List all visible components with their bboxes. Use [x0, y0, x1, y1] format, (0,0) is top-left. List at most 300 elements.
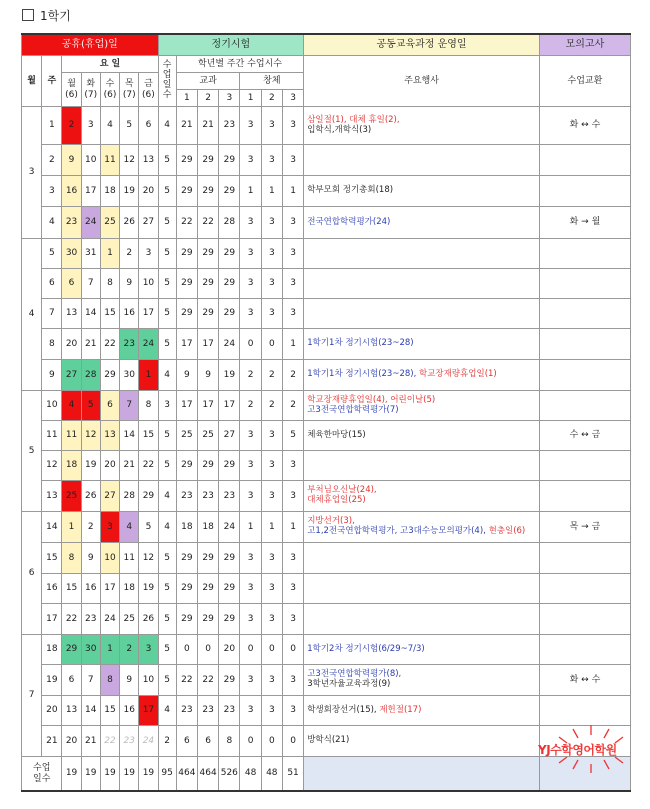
- curriculum-header: 공동교육과정 운영일: [304, 34, 540, 56]
- subject-hours-cell: 29: [197, 176, 218, 207]
- total-subject-3: 526: [219, 757, 240, 792]
- creative-hours-cell: 3: [282, 574, 303, 604]
- swap-cell: 화 ↔ 수: [539, 665, 630, 696]
- event-text: 1학기1차 정기시험(23~28): [307, 338, 414, 349]
- date-cell: 16: [81, 574, 100, 604]
- date-cell: 20: [100, 451, 119, 481]
- date-cell: 7: [81, 269, 100, 299]
- creative-hours-cell: 3: [240, 269, 261, 299]
- creative-hours-cell: 0: [240, 329, 261, 360]
- events-cell: [304, 665, 540, 696]
- creative-header: 창체: [240, 73, 304, 90]
- date-cell: 17: [100, 574, 119, 604]
- week-cell: 17: [42, 604, 62, 635]
- creative-hours-cell: 0: [282, 635, 303, 665]
- grade-2-header: 2: [197, 90, 218, 107]
- event-text: 입학식,개학식(3): [307, 124, 372, 135]
- date-cell: 14: [81, 299, 100, 329]
- subject-hours-cell: 17: [197, 329, 218, 360]
- date-cell: 19: [81, 451, 100, 481]
- total-wed: 19: [100, 757, 119, 792]
- events-cell: [304, 269, 540, 299]
- date-cell: 6: [100, 391, 119, 421]
- creative-hours-cell: 3: [282, 481, 303, 512]
- date-cell: 31: [81, 239, 100, 269]
- swap-cell: [539, 451, 630, 481]
- creative-hours-cell: 1: [261, 176, 282, 207]
- table-row: [22, 696, 631, 726]
- creative-hours-cell: 3: [240, 207, 261, 239]
- swap-cell: [539, 299, 630, 329]
- total-tue: 19: [81, 757, 100, 792]
- date-cell: 7: [120, 391, 139, 421]
- creative-hours-cell: 3: [261, 145, 282, 176]
- month-cell: 6: [22, 512, 42, 635]
- subject-hours-cell: 29: [197, 574, 218, 604]
- date-cell: 13: [62, 299, 81, 329]
- date-cell: 28: [81, 360, 100, 391]
- holiday-header: 공휴(휴업)일: [22, 34, 159, 56]
- subject-hours-cell: 29: [219, 604, 240, 635]
- date-cell: 14: [120, 421, 139, 451]
- week-cell: 2: [42, 145, 62, 176]
- total-creative-1: 48: [240, 757, 261, 792]
- events-cell: [304, 696, 540, 726]
- subject-hours-cell: 29: [219, 145, 240, 176]
- class-days-cell: 4: [158, 481, 176, 512]
- date-cell: 5: [120, 107, 139, 145]
- subject-hours-cell: 29: [176, 145, 197, 176]
- table-row: [22, 145, 631, 176]
- date-cell: 11: [120, 543, 139, 574]
- event-text: 학교장재량휴업일(4), 어린이날(5): [307, 394, 436, 405]
- table-row: [22, 574, 631, 604]
- subject-hours-cell: 29: [176, 299, 197, 329]
- event-text: 체육한마당(15): [307, 429, 366, 440]
- creative-hours-cell: 0: [261, 726, 282, 757]
- subject-hours-cell: 29: [176, 269, 197, 299]
- subject-hours-cell: 29: [197, 145, 218, 176]
- class-days-cell: 5: [158, 329, 176, 360]
- date-cell: 3: [139, 239, 158, 269]
- event-text: 고1,2전국연합학력평가, 고3대수능모의평가(4),: [307, 526, 489, 536]
- date-cell: 16: [120, 696, 139, 726]
- date-cell: 8: [100, 665, 119, 696]
- events-cell: [304, 512, 540, 543]
- creative-hours-cell: 3: [282, 543, 303, 574]
- date-cell: 24: [81, 207, 100, 239]
- creative-hours-cell: 2: [240, 391, 261, 421]
- grade-1-header: 1: [240, 90, 261, 107]
- class-days-cell: 5: [158, 604, 176, 635]
- swap-cell: [539, 543, 630, 574]
- event-text: 방학식(21): [307, 735, 350, 746]
- table-row: [22, 421, 631, 451]
- subject-hours-cell: 6: [176, 726, 197, 757]
- class-days-cell: 5: [158, 543, 176, 574]
- class-days-cell: 4: [158, 696, 176, 726]
- creative-hours-cell: 3: [240, 451, 261, 481]
- date-cell: 1: [100, 239, 119, 269]
- date-cell: 12: [120, 145, 139, 176]
- creative-hours-cell: 5: [282, 421, 303, 451]
- subject-hours-cell: 29: [197, 269, 218, 299]
- date-cell: 22: [139, 451, 158, 481]
- subject-hours-cell: 23: [176, 481, 197, 512]
- subject-hours-cell: 18: [176, 512, 197, 543]
- subject-hours-cell: 0: [197, 635, 218, 665]
- date-cell: 27: [100, 481, 119, 512]
- date-cell: 15: [100, 696, 119, 726]
- tue-header: 화 (7): [81, 73, 100, 107]
- creative-hours-cell: 3: [261, 207, 282, 239]
- grade-1-header: 1: [176, 90, 197, 107]
- creative-hours-cell: 0: [261, 635, 282, 665]
- subject-header: 교과: [176, 73, 240, 90]
- date-cell: 8: [100, 269, 119, 299]
- table-row: [22, 329, 631, 360]
- date-cell: 10: [139, 665, 158, 696]
- event-text: 1학기2차 정기시험(6/29~7/3): [307, 643, 425, 654]
- date-cell: 21: [81, 726, 100, 757]
- creative-hours-cell: 3: [261, 421, 282, 451]
- week-cell: 10: [42, 391, 62, 421]
- creative-hours-cell: 3: [240, 299, 261, 329]
- swap-header: 수업교환: [539, 56, 630, 107]
- subject-hours-cell: 25: [197, 421, 218, 451]
- creative-hours-cell: 3: [261, 604, 282, 635]
- subject-hours-cell: 19: [219, 360, 240, 391]
- thu-header: 목 (7): [120, 73, 139, 107]
- creative-hours-cell: 2: [261, 360, 282, 391]
- date-cell: 1: [139, 360, 158, 391]
- creative-hours-cell: 3: [240, 543, 261, 574]
- date-cell: 19: [120, 176, 139, 207]
- creative-hours-cell: 0: [240, 726, 261, 757]
- events-cell: [304, 391, 540, 421]
- date-cell: 29: [62, 635, 81, 665]
- date-cell: 10: [100, 543, 119, 574]
- date-cell: 23: [120, 329, 139, 360]
- subject-hours-cell: 29: [176, 451, 197, 481]
- date-cell: 6: [62, 665, 81, 696]
- creative-hours-cell: 3: [240, 574, 261, 604]
- fri-header: 금 (6): [139, 73, 158, 107]
- swap-cell: [539, 481, 630, 512]
- date-cell: 26: [120, 207, 139, 239]
- table-row: [22, 299, 631, 329]
- subject-hours-cell: 23: [219, 696, 240, 726]
- subject-hours-cell: 29: [219, 665, 240, 696]
- date-cell: 18: [120, 574, 139, 604]
- week-cell: 13: [42, 481, 62, 512]
- date-cell: 25: [120, 604, 139, 635]
- creative-hours-cell: 3: [261, 481, 282, 512]
- subject-hours-cell: 29: [197, 604, 218, 635]
- subject-hours-cell: 20: [219, 635, 240, 665]
- date-cell: 14: [81, 696, 100, 726]
- class-days-cell: 5: [158, 574, 176, 604]
- event-text: 학교장재량휴업일(1): [419, 369, 497, 380]
- event-text: 1학기1차 정기시험(23~28),: [307, 369, 419, 380]
- creative-hours-cell: 3: [261, 299, 282, 329]
- class-days-cell: 5: [158, 176, 176, 207]
- swap-cell: 목 → 금: [539, 512, 630, 543]
- date-cell: 20: [139, 176, 158, 207]
- date-cell: 16: [62, 176, 81, 207]
- date-cell: 6: [139, 107, 158, 145]
- event-text: 고3전국연합학력평가(8),: [307, 669, 402, 680]
- creative-hours-cell: 3: [240, 145, 261, 176]
- creative-hours-cell: 3: [240, 604, 261, 635]
- creative-hours-cell: 3: [282, 451, 303, 481]
- subject-hours-cell: 29: [197, 451, 218, 481]
- month-cell: 5: [22, 391, 42, 512]
- subject-hours-cell: 23: [219, 107, 240, 145]
- creative-hours-cell: 3: [261, 696, 282, 726]
- table-row: [22, 207, 631, 239]
- date-cell: 15: [100, 299, 119, 329]
- date-cell: 9: [62, 145, 81, 176]
- events-cell: [304, 239, 540, 269]
- table-row: [22, 543, 631, 574]
- events-cell: [304, 421, 540, 451]
- events-cell: [304, 176, 540, 207]
- week-cell: 1: [42, 107, 62, 145]
- day-header: 요 일: [62, 56, 158, 73]
- class-days-cell: 5: [158, 635, 176, 665]
- mock-exam-header: 모의고사: [539, 34, 630, 56]
- subject-hours-cell: 23: [197, 481, 218, 512]
- creative-hours-cell: 3: [282, 145, 303, 176]
- week-cell: 15: [42, 543, 62, 574]
- subject-hours-cell: 22: [197, 665, 218, 696]
- creative-hours-cell: 3: [240, 107, 261, 145]
- subject-hours-cell: 29: [197, 543, 218, 574]
- creative-hours-cell: 0: [261, 329, 282, 360]
- grade-2-header: 2: [261, 90, 282, 107]
- week-cell: 5: [42, 239, 62, 269]
- total-days: 95: [158, 757, 176, 792]
- date-cell: 28: [120, 481, 139, 512]
- date-cell: 9: [81, 543, 100, 574]
- date-cell: 21: [120, 451, 139, 481]
- week-cell: 12: [42, 451, 62, 481]
- subject-hours-cell: 24: [219, 329, 240, 360]
- date-cell: 25: [100, 207, 119, 239]
- events-cell: [304, 207, 540, 239]
- date-cell: 4: [100, 107, 119, 145]
- subject-hours-cell: 21: [176, 107, 197, 145]
- event-text: 부처님오신날(24),: [307, 485, 377, 496]
- events-cell: [304, 481, 540, 512]
- event-text: 학부모회 정기총회(18): [307, 185, 394, 196]
- date-cell: 30: [120, 360, 139, 391]
- date-cell: 2: [120, 635, 139, 665]
- date-cell: 2: [120, 239, 139, 269]
- schedule-table: [21, 33, 631, 792]
- date-cell: 25: [62, 481, 81, 512]
- creative-hours-cell: 3: [240, 421, 261, 451]
- events-cell: [304, 451, 540, 481]
- subject-hours-cell: 17: [197, 391, 218, 421]
- table-row: [22, 604, 631, 635]
- date-cell: 10: [81, 145, 100, 176]
- table-row: [22, 391, 631, 421]
- events-cell: [304, 604, 540, 635]
- creative-hours-cell: 3: [282, 299, 303, 329]
- date-cell: 4: [120, 512, 139, 543]
- main-events-header: 주요행사: [304, 56, 540, 107]
- swap-cell: [539, 239, 630, 269]
- creative-hours-cell: 3: [282, 207, 303, 239]
- date-cell: 18: [62, 451, 81, 481]
- date-cell: 26: [139, 604, 158, 635]
- creative-hours-cell: 0: [282, 726, 303, 757]
- month-cell: 3: [22, 107, 42, 239]
- creative-hours-cell: 3: [261, 239, 282, 269]
- class-days-cell: 5: [158, 239, 176, 269]
- subject-hours-cell: 8: [219, 726, 240, 757]
- subject-hours-cell: 17: [176, 329, 197, 360]
- creative-hours-cell: 2: [282, 360, 303, 391]
- date-cell: 7: [81, 665, 100, 696]
- date-cell: 3: [81, 107, 100, 145]
- date-cell: 20: [62, 726, 81, 757]
- week-cell: 9: [42, 360, 62, 391]
- checkbox-icon[interactable]: [22, 9, 34, 21]
- date-cell: 20: [62, 329, 81, 360]
- creative-hours-cell: 1: [240, 176, 261, 207]
- creative-hours-cell: 3: [261, 543, 282, 574]
- date-cell: 12: [81, 421, 100, 451]
- event-text: 3학년자율교육과정(9): [307, 679, 391, 689]
- class-days-cell: 5: [158, 207, 176, 239]
- subject-hours-cell: 23: [197, 696, 218, 726]
- creative-hours-cell: 1: [240, 512, 261, 543]
- date-cell: 2: [81, 512, 100, 543]
- creative-hours-cell: 3: [240, 665, 261, 696]
- event-text: 대체휴업일(25): [307, 495, 366, 505]
- date-cell: 15: [62, 574, 81, 604]
- class-days-cell: 5: [158, 421, 176, 451]
- class-days-header: 수업일수: [158, 56, 176, 107]
- date-cell: 22: [100, 726, 119, 757]
- table-row: [22, 176, 631, 207]
- table-row: [22, 635, 631, 665]
- month-cell: 4: [22, 239, 42, 391]
- swap-cell: [539, 696, 630, 726]
- date-cell: 13: [139, 145, 158, 176]
- creative-hours-cell: 1: [282, 176, 303, 207]
- total-creative-3: 51: [282, 757, 303, 792]
- date-cell: 3: [139, 635, 158, 665]
- class-days-cell: 4: [158, 512, 176, 543]
- date-cell: 10: [139, 269, 158, 299]
- class-days-cell: 4: [158, 107, 176, 145]
- creative-hours-cell: 3: [240, 239, 261, 269]
- week-cell: 4: [42, 207, 62, 239]
- subject-hours-cell: 23: [176, 696, 197, 726]
- subject-hours-cell: 22: [176, 207, 197, 239]
- week-cell: 19: [42, 665, 62, 696]
- subject-hours-cell: 17: [176, 391, 197, 421]
- date-cell: 29: [139, 481, 158, 512]
- date-cell: 9: [120, 269, 139, 299]
- date-cell: 2: [62, 107, 81, 145]
- creative-hours-cell: 3: [282, 696, 303, 726]
- subject-hours-cell: 29: [219, 543, 240, 574]
- subject-hours-cell: 6: [197, 726, 218, 757]
- date-cell: 19: [139, 574, 158, 604]
- event-text: 고3전국연합학력평가(7): [307, 404, 399, 415]
- event-text: 지방선거(3),: [307, 516, 355, 527]
- event-text: 현충일(6): [488, 526, 526, 536]
- table-row: [22, 512, 631, 543]
- subject-hours-cell: 29: [219, 574, 240, 604]
- date-cell: 22: [100, 329, 119, 360]
- subject-hours-cell: 9: [176, 360, 197, 391]
- total-fri: 19: [139, 757, 158, 792]
- class-days-cell: 5: [158, 299, 176, 329]
- weekly-hours-header: 학년별 주간 수업시수: [176, 56, 303, 73]
- creative-hours-cell: 3: [261, 269, 282, 299]
- date-cell: 23: [62, 207, 81, 239]
- creative-hours-cell: 0: [240, 635, 261, 665]
- table-row: [22, 269, 631, 299]
- date-cell: 4: [62, 391, 81, 421]
- wed-header: 수 (6): [100, 73, 119, 107]
- date-cell: 30: [81, 635, 100, 665]
- class-days-cell: 5: [158, 665, 176, 696]
- subject-hours-cell: 29: [219, 451, 240, 481]
- week-cell: 18: [42, 635, 62, 665]
- date-cell: 24: [139, 329, 158, 360]
- swap-cell: [539, 635, 630, 665]
- subject-hours-cell: 28: [219, 207, 240, 239]
- subject-hours-cell: 29: [197, 239, 218, 269]
- subject-hours-cell: 29: [176, 604, 197, 635]
- subject-hours-cell: 18: [197, 512, 218, 543]
- date-cell: 22: [62, 604, 81, 635]
- week-cell: 16: [42, 574, 62, 604]
- date-cell: 3: [100, 512, 119, 543]
- creative-hours-cell: 3: [282, 665, 303, 696]
- total-creative-2: 48: [261, 757, 282, 792]
- week-cell: 20: [42, 696, 62, 726]
- creative-hours-cell: 1: [282, 512, 303, 543]
- creative-hours-cell: 3: [282, 107, 303, 145]
- events-cell: [304, 145, 540, 176]
- class-days-cell: 3: [158, 391, 176, 421]
- total-subject-2: 464: [197, 757, 218, 792]
- events-cell: [304, 329, 540, 360]
- creative-hours-cell: 3: [282, 269, 303, 299]
- class-days-cell: 4: [158, 360, 176, 391]
- date-cell: 5: [139, 512, 158, 543]
- date-cell: 24: [100, 604, 119, 635]
- creative-hours-cell: 3: [261, 451, 282, 481]
- date-cell: 8: [139, 391, 158, 421]
- swap-cell: [539, 329, 630, 360]
- subject-hours-cell: 29: [176, 176, 197, 207]
- date-cell: 21: [81, 329, 100, 360]
- table-row: [22, 665, 631, 696]
- swap-cell: 화 ↔ 수: [539, 107, 630, 145]
- class-days-cell: 5: [158, 145, 176, 176]
- events-cell: [304, 574, 540, 604]
- events-cell: [304, 726, 540, 757]
